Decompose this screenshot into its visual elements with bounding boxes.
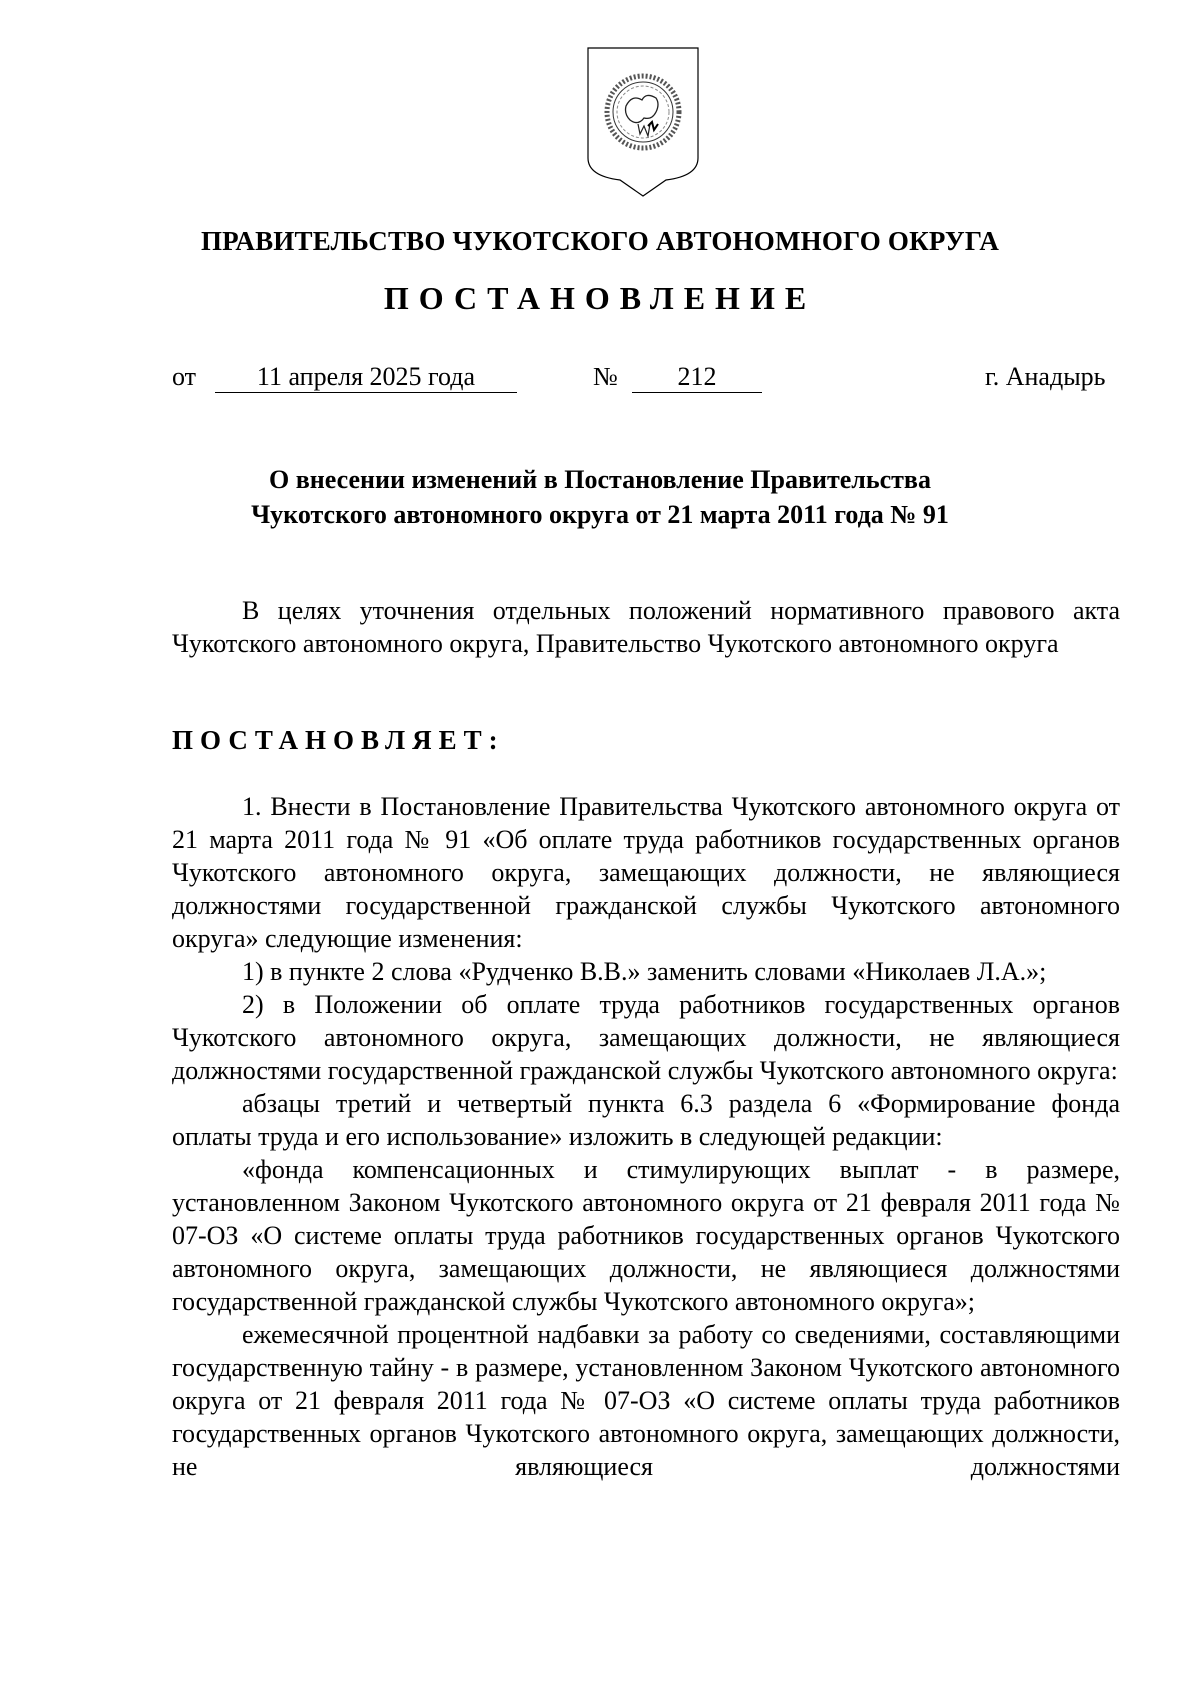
number-label: № [593,362,618,391]
preamble [172,594,1120,660]
document-city: г. Анадырь [985,362,1106,391]
preamble-text: В целях уточнения отдельных положений нормативного правового акта Чукотского автономного округа, Правительство Чукотского автономного округа [172,596,1120,658]
document-type: ПОСТАНОВЛЕНИЕ [383,280,817,316]
paragraph-1-item-2: 2) в Положении об оплате труда работников государственных органов Чукотского автономного округа, замещающих должности, не являющиеся должностями государственной гражданской службы Чукотского автономного округа: [172,990,1120,1085]
document-date: 11 апреля 2025 года [215,362,517,393]
decree-heading: ПОСТАНОВЛЯЕТ: [172,725,505,755]
document-title-line-1: О внесении изменений в Постановление Правительства [269,465,931,494]
paragraph-amendment-intro: абзацы третий и четвертый пункта 6.3 раздела 6 «Формирование фонда оплаты труда и его использование» изложить в следующей редакции: [172,1089,1120,1151]
paragraph-1-item-1: 1) в пункте 2 слова «Рудченко В.В.» заменить словами «Николаев Л.А.»; [242,957,1047,986]
paragraph-1: 1. Внести в Постановление Правительства Чукотского автономного округа от 21 марта 2011 года № 91 «Об оплате труда работников государственных органов Чукотского автономного округа, замещающих должности, не являющиеся должностями государственной гражданской службы Чукотского автономного округа» следующие изменения: [172,792,1120,953]
document-title-line-2: Чукотского автономного округа от 21 марта 2011 года № 91 [251,500,949,529]
date-label: от [172,362,197,391]
organization-name: ПРАВИТЕЛЬСТВО ЧУКОТСКОГО АВТОНОМНОГО ОКРУГА [200,226,1000,256]
document-title [0,462,1200,532]
coat-of-arms-emblem [586,46,700,198]
paragraph-amendment-allowance: ежемесячной процентной надбавки за работу со сведениями, составляющими государственную тайну - в размере, установленном Законом Чукотского автономного округа от 21 февраля 2011 года № 07-ОЗ «О системе оплаты труда работников государственных органов Чукотского автономного округа, замещающих должности, не являющиеся должностями [172,1320,1120,1481]
operative-part [172,790,1120,1483]
document-number: 212 [632,362,762,393]
paragraph-amendment-fund: «фонда компенсационных и стимулирующих выплат - в размере, установленном Законом Чукотского автономного округа от 21 февраля 2011 года № 07-ОЗ «О системе оплаты труда работников государственных органов Чукотского автономного округа, замещающих должности, не являющиеся должностями государственной гражданской службы Чукотского автономного округа»; [172,1155,1120,1316]
